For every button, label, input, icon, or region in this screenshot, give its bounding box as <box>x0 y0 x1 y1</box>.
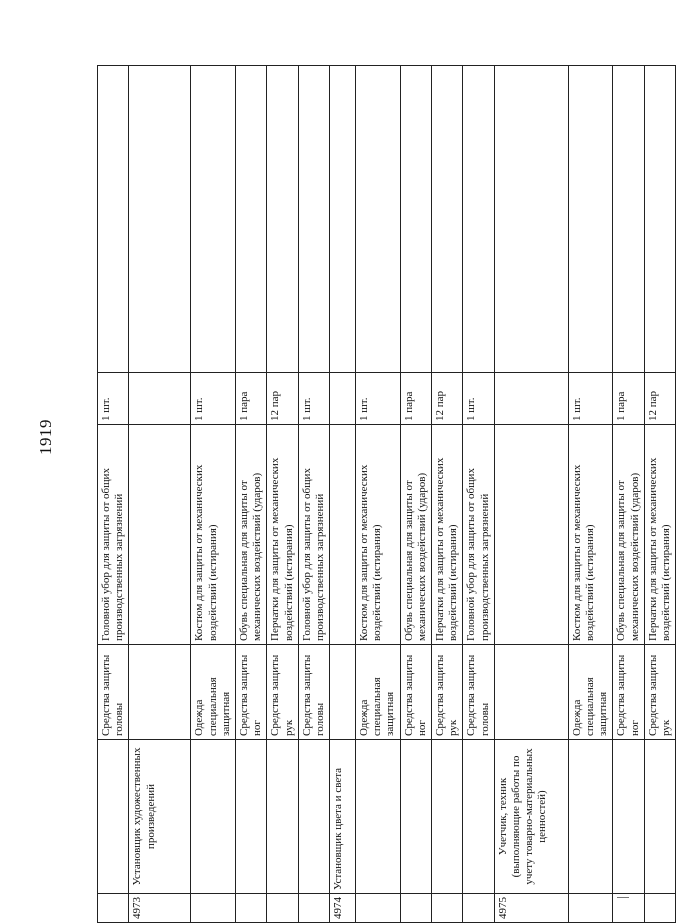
equipment-description-cell <box>129 425 191 645</box>
row-number-cell: 4974 <box>330 894 356 923</box>
table-row <box>463 66 494 923</box>
table-row <box>235 66 266 923</box>
empty-cell <box>298 66 329 373</box>
equipment-description-cell: Костюм для защиты от механических воздействий (истирания) <box>356 425 401 645</box>
equipment-description-cell: Обувь специальная для защиты от механических воздействий (ударов) <box>400 425 431 645</box>
equipment-category-cell: Средства защиты ног <box>400 645 431 740</box>
equipment-description-cell <box>494 425 568 645</box>
equipment-description-cell: Головной убор для защиты от общих производственных загрязнений <box>298 425 329 645</box>
equipment-description-cell: Костюм для защиты от механических воздействий (истирания) <box>191 425 236 645</box>
table-row <box>400 66 431 923</box>
issue-quantity-cell: 1 шт. <box>98 373 129 425</box>
empty-cell <box>267 66 298 373</box>
equipment-description-cell: Перчатки для защиты от механических воздействий (истирания) <box>432 425 463 645</box>
row-number-cell <box>356 894 401 923</box>
profession-name-cell <box>356 740 401 894</box>
issue-quantity-cell: 1 шт. <box>463 373 494 425</box>
table-row <box>267 66 298 923</box>
empty-cell <box>568 66 613 373</box>
issue-quantity-cell <box>494 373 568 425</box>
table-row <box>356 66 401 923</box>
table-body <box>97 65 676 923</box>
equipment-category-cell: Средства защиты рук <box>267 645 298 740</box>
equipment-category-cell: Средства защиты головы <box>98 645 129 740</box>
empty-cell <box>98 66 129 373</box>
issue-quantity-cell: 1 пара <box>613 373 644 425</box>
equipment-category-cell: Средства защиты ног <box>235 645 266 740</box>
row-number-cell: 4973 <box>129 894 191 923</box>
issue-quantity-cell: 1 пара <box>400 373 431 425</box>
issue-quantity-cell: 12 пар <box>644 373 675 425</box>
issue-quantity-cell: 1 шт. <box>191 373 236 425</box>
profession-name-cell: Установщик цвета и света <box>330 740 356 894</box>
page-number: 1919 <box>36 419 55 455</box>
table-row <box>298 66 329 923</box>
profession-name-cell <box>613 740 644 894</box>
empty-cell <box>129 66 191 373</box>
issue-quantity-cell: 1 шт. <box>356 373 401 425</box>
empty-cell <box>356 66 401 373</box>
empty-cell <box>644 66 675 373</box>
equipment-category-cell <box>330 645 356 740</box>
equipment-category-cell: Средства защиты ног <box>613 645 644 740</box>
profession-name-cell <box>400 740 431 894</box>
profession-name-cell: Учетчик, техник (выполняющие работы по учету товарно-материальных ценностей) <box>494 740 568 894</box>
row-number-cell <box>98 894 129 923</box>
profession-name-cell <box>463 740 494 894</box>
row-number-cell <box>463 894 494 923</box>
issue-quantity-cell: 1 шт. <box>298 373 329 425</box>
empty-cell <box>613 66 644 373</box>
issue-quantity-cell: 1 пара <box>235 373 266 425</box>
row-number-cell <box>191 894 236 923</box>
equipment-category-cell: Одежда специальная защитная <box>191 645 236 740</box>
equipment-category-cell: Средства защиты рук <box>432 645 463 740</box>
row-number-cell <box>298 894 329 923</box>
empty-cell <box>400 66 431 373</box>
equipment-description-cell <box>330 425 356 645</box>
empty-cell <box>191 66 236 373</box>
protective-equipment-table <box>97 65 672 923</box>
table-row <box>613 66 644 923</box>
equipment-category-cell: Средства защиты головы <box>463 645 494 740</box>
profession-name-cell <box>235 740 266 894</box>
equipment-category-cell: Одежда специальная защитная <box>568 645 613 740</box>
row-number-cell <box>267 894 298 923</box>
equipment-description-cell: Обувь специальная для защиты от механических воздействий (ударов) <box>235 425 266 645</box>
equipment-category-cell: Средства защиты рук <box>644 645 675 740</box>
issue-quantity-cell: 12 пар <box>267 373 298 425</box>
scan-edge-mark <box>617 897 629 898</box>
issue-quantity-cell: 1 шт. <box>568 373 613 425</box>
profession-name-cell <box>298 740 329 894</box>
profession-name-cell <box>267 740 298 894</box>
table-row <box>129 66 191 923</box>
issue-quantity-cell <box>330 373 356 425</box>
equipment-description-cell: Костюм для защиты от механических воздействий (истирания) <box>568 425 613 645</box>
row-number-cell <box>568 894 613 923</box>
equipment-description-cell: Обувь специальная для защиты от механических воздействий (ударов) <box>613 425 644 645</box>
profession-name-cell <box>191 740 236 894</box>
equipment-category-cell <box>494 645 568 740</box>
empty-cell <box>330 66 356 373</box>
equipment-category-cell <box>129 645 191 740</box>
table-row <box>494 66 568 923</box>
equipment-description-cell: Головной убор для защиты от общих производственных загрязнений <box>98 425 129 645</box>
row-number-cell <box>432 894 463 923</box>
table-row <box>98 66 129 923</box>
row-number-cell: 4975 <box>494 894 568 923</box>
table-row <box>432 66 463 923</box>
profession-name-cell <box>98 740 129 894</box>
empty-cell <box>494 66 568 373</box>
equipment-category-cell: Средства защиты головы <box>298 645 329 740</box>
issue-quantity-cell: 12 пар <box>432 373 463 425</box>
row-number-cell <box>400 894 431 923</box>
equipment-category-cell: Одежда специальная защитная <box>356 645 401 740</box>
empty-cell <box>463 66 494 373</box>
table-row <box>644 66 675 923</box>
equipment-description-cell: Головной убор для защиты от общих производственных загрязнений <box>463 425 494 645</box>
empty-cell <box>432 66 463 373</box>
table-row <box>191 66 236 923</box>
equipment-description-cell: Перчатки для защиты от механических воздействий (истирания) <box>267 425 298 645</box>
row-number-cell <box>235 894 266 923</box>
profession-name-cell <box>432 740 463 894</box>
profession-name-cell <box>568 740 613 894</box>
profession-name-cell: Установщик художественных произведений <box>129 740 191 894</box>
empty-cell <box>235 66 266 373</box>
equipment-description-cell: Перчатки для защиты от механических воздействий (истирания) <box>644 425 675 645</box>
table-row <box>330 66 356 923</box>
row-number-cell <box>644 894 675 923</box>
issue-quantity-cell <box>129 373 191 425</box>
profession-name-cell <box>644 740 675 894</box>
table-row <box>568 66 613 923</box>
